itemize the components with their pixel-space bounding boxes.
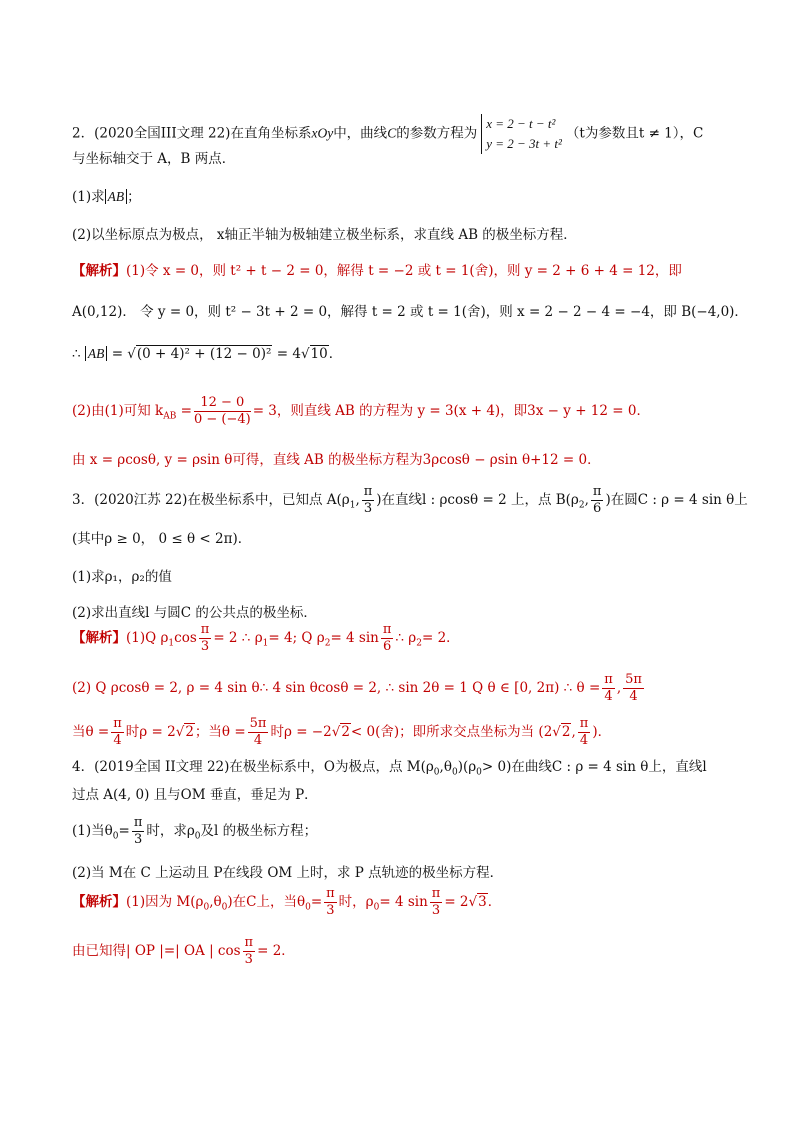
therefore: ∴ xyxy=(72,346,81,362)
param-eq-y: y = 2 − 3t + t² xyxy=(486,136,562,151)
denominator: 6 xyxy=(383,639,392,654)
pi-over-3 xyxy=(362,484,375,517)
slope-text: (2)由(1)可知 k xyxy=(72,403,164,419)
q2-text: 中，曲线 xyxy=(333,125,388,142)
pi: π xyxy=(592,484,602,499)
eq: = xyxy=(111,346,123,362)
sol-text: )． xyxy=(592,724,612,740)
solution-tag: 【解析】 xyxy=(72,263,126,279)
abs-ab: AB xyxy=(85,346,108,361)
punct: ； xyxy=(127,189,141,205)
sol-text: = 2． xyxy=(421,630,460,646)
sub: 0 xyxy=(221,902,228,913)
part-text: 时，求ρ xyxy=(146,823,195,839)
sqrt-expr: (0 + 4)² + (12 − 0)² xyxy=(136,346,272,362)
q4-part2: (2)当 M在 C 上运动且 P在线段 OM 上时，求 P 点轨迹的极坐标方程． xyxy=(72,865,504,881)
punct: ． xyxy=(328,346,343,362)
eq2: = 4 xyxy=(276,346,301,362)
sol-text: = 4; Q ρ xyxy=(268,630,325,646)
q4-text: )(ρ xyxy=(457,759,477,775)
sub: 2 xyxy=(324,638,331,649)
part-text: (1)当θ xyxy=(72,823,113,839)
pi-over-6 xyxy=(381,622,394,655)
q4-text: > 0)在曲线C : ρ = 4 sin θ上，直线l xyxy=(481,759,707,775)
pi-over-3 xyxy=(199,622,212,655)
pi: π xyxy=(382,622,392,637)
pi-over-3 xyxy=(243,935,256,968)
part-text: 及l 的极坐标方程； xyxy=(200,823,318,839)
sol-text: < 0(舍)；即所求交点坐标为当 (2 xyxy=(350,724,553,740)
q3-line1 xyxy=(72,484,748,517)
pi-over-3 xyxy=(324,886,337,919)
abs-ab: AB xyxy=(105,189,128,204)
sol-text: 由已知得| OP |=| OA | cos xyxy=(72,943,241,959)
cos: cos xyxy=(174,630,197,646)
sol-text: 时ρ = 2 xyxy=(125,724,176,740)
q4-solution-line2 xyxy=(72,935,295,968)
sol-text: 当θ = xyxy=(72,724,110,740)
solution-tag: 【解析】 xyxy=(72,630,126,646)
q2-part2: (2)以坐标原点为极点， x轴正半轴为极轴建立极坐标系，求直线 AB 的极坐标方程． xyxy=(72,227,577,243)
denominator: 3 xyxy=(244,952,253,967)
sqrt-2: 2 xyxy=(561,724,571,740)
q3-text: )在直线l : ρcosθ = 2 上，点 B(ρ xyxy=(376,492,579,508)
comma: , xyxy=(355,492,360,508)
pi-over-6 xyxy=(591,484,604,517)
denominator: 4 xyxy=(579,733,589,748)
sub: 1 xyxy=(262,638,269,649)
sub: 0 xyxy=(112,831,119,842)
q4-source: 4．(2019全国 II文理 22)在极坐标系中，O为极点，点 M(ρ xyxy=(72,759,434,775)
q4-part1 xyxy=(72,815,317,848)
q2-line2: 与坐标轴交于 A，B 两点． xyxy=(72,151,236,167)
pi: π xyxy=(431,886,441,901)
sol-text: ；当θ = xyxy=(194,724,246,740)
five-pi-over-4 xyxy=(248,716,269,749)
sub: 0 xyxy=(305,902,311,913)
q2-line1 xyxy=(72,114,703,154)
sol-text: = 2 xyxy=(444,894,469,910)
sqrt-10: 10 xyxy=(310,346,328,362)
pi-over-4 xyxy=(111,716,124,749)
q2-solution-line2: A(0,12)． 令 y = 0，则 t² − 3t + 2 = 0，解得 t = 2 或 t = 1(舍)，则 x = 2 − 2 − 4 = −4，即 B(−4,0)． xyxy=(72,304,748,320)
line-equation: = 3，则直线 AB 的方程为 y = 3(x + 4)，即3x − y + 12 = 0． xyxy=(252,403,650,419)
q3-part1: (1)求ρ₁，ρ₂的值 xyxy=(72,569,172,585)
q3-text2: )在圆C : ρ = 4 sin θ上 xyxy=(605,492,748,508)
sol-text: ,θ xyxy=(209,894,222,910)
curve-c: C xyxy=(387,125,397,141)
comma: , xyxy=(571,724,576,740)
sqrt-2: 2 xyxy=(185,724,194,740)
q2-solution-line5: 由 x = ρcosθ, y = ρsin θ可得，直线 AB 的极坐标方程为3ρcosθ − ρsin θ+12 = 0． xyxy=(72,452,601,468)
pi: π xyxy=(363,484,373,499)
q2-solution-line3: ∴ AB = √(0 + 4)² + (12 − 0)² = 4√10． xyxy=(72,346,343,362)
sol-text: (1)因为 M(ρ xyxy=(126,894,204,910)
q2-source: 2．(2020全国III文理 22)在直角坐标系 xyxy=(72,125,312,142)
param-eq-x: x = 2 − t − t² xyxy=(486,116,556,131)
sqrt-3: 3 xyxy=(478,894,487,910)
pi: π xyxy=(326,886,335,901)
eq: = xyxy=(118,823,130,839)
pi: π xyxy=(579,716,589,731)
sub: 2 xyxy=(578,500,585,511)
pi: π xyxy=(200,622,210,637)
pi: π xyxy=(113,716,122,731)
q2-text2: 的参数方程为 xyxy=(396,125,478,142)
sol-text: = 4 sin xyxy=(330,630,379,646)
q2-part1 xyxy=(72,188,141,206)
sub: 2 xyxy=(416,638,422,649)
q2-solution-line1 xyxy=(72,262,682,280)
sol-text: = 4 sin xyxy=(379,894,428,910)
denominator: 6 xyxy=(593,501,602,516)
pi: π xyxy=(133,815,143,830)
part-label: (1)求 xyxy=(72,189,105,205)
q4-line1 xyxy=(72,758,707,782)
pi-over-3 xyxy=(132,815,145,848)
q3-solution-line2 xyxy=(72,672,646,705)
comma: , xyxy=(584,492,589,508)
q2-text3: （t为参数且t ≠ 1），C xyxy=(565,125,704,142)
sol-text: 时ρ = −2 xyxy=(270,724,332,740)
sub: 0 xyxy=(476,767,482,778)
slope-sub: AB xyxy=(163,411,177,422)
sqrt-2: 2 xyxy=(341,724,350,740)
denominator: 0 − (−4) xyxy=(193,412,251,427)
sub: 0 xyxy=(203,902,210,913)
param-equations xyxy=(481,114,562,154)
denominator: 3 xyxy=(133,832,143,847)
q3-source: 3．(2020江苏 22)在极坐标系中，已知点 A(ρ xyxy=(72,492,350,508)
denominator: 3 xyxy=(326,903,335,918)
sol-text: ∴ ρ xyxy=(395,630,417,646)
sub: 0 xyxy=(373,902,380,913)
denominator: 3 xyxy=(363,501,373,516)
sub: 1 xyxy=(349,500,356,511)
pi: π xyxy=(604,672,613,687)
sol-text: )在C上，当θ xyxy=(227,894,306,910)
pi: π xyxy=(244,935,254,950)
q3-part2: (2)求出直线l 与圆C 的公共点的极坐标． xyxy=(72,605,317,621)
sol-text: (2) Q ρcosθ = 2, ρ = 4 sin θ∴ 4 sin θcosθ = 2, ∴ sin 2θ = 1 Q θ ∈ [0, 2π) ∴ θ = xyxy=(72,680,601,696)
sub: 0 xyxy=(451,767,458,778)
solution-tag: 【解析】 xyxy=(72,894,126,910)
eq: = xyxy=(310,894,323,910)
q4-text: ,θ xyxy=(439,759,452,775)
sub: 1 xyxy=(168,638,175,649)
denominator: 4 xyxy=(629,689,638,704)
sub: 0 xyxy=(194,831,201,842)
denominator: 3 xyxy=(200,639,210,654)
q4-solution-line1: 【解析】(1)因为 $M(\rho_0,\theta_0)$在C上，当$\theta_0=$ $\frac{\pi}{3}$ 时，$\rho_0= 4$ sin $\frac{\pi}{3}$ = 2√3． xyxy=(72,886,502,918)
five-pi: 5π xyxy=(625,672,642,687)
coord-system-name: xOy xyxy=(311,125,334,141)
comma: , xyxy=(616,680,622,696)
denominator: 4 xyxy=(253,733,263,748)
q2-solution-line4 xyxy=(72,395,650,428)
q4-line2: 过点 A(4, 0) 且与OM 垂直，垂足为 P． xyxy=(72,787,318,803)
eq: = xyxy=(180,403,192,419)
numerator: 12 − 0 xyxy=(194,395,251,412)
sol-text: = 2 ∴ ρ xyxy=(213,630,263,646)
sol-text: 时，ρ xyxy=(338,894,374,910)
denominator: 4 xyxy=(604,689,613,704)
denominator: 3 xyxy=(431,903,441,918)
sol-text: (1)Q ρ xyxy=(126,630,169,646)
punct: ． xyxy=(487,894,502,910)
five-pi: 5π xyxy=(249,716,267,731)
q3-line2: (其中ρ ≥ 0， 0 ≤ θ < 2π)． xyxy=(72,531,252,547)
q3-solution-line1 xyxy=(72,622,460,655)
pi-over-3 xyxy=(430,886,443,919)
q3-solution-line3: 当θ = $\frac{\pi}{4}$ 时ρ = 2√2；当θ = $\frac{5\pi}{4}$ 时ρ = −2√2< 0(舍)；即所求交点坐标为当 (2√2, $\frac{\pi}{4}$ )． xyxy=(72,716,612,748)
pi-over-4 xyxy=(602,672,615,705)
solution-text: (1)令 x = 0，则 t² + t − 2 = 0，解得 t = −2 或 t = 1(舍)，则 y = 2 + 6 + 4 = 12，即 xyxy=(126,263,682,279)
five-pi-over-4 xyxy=(623,672,644,705)
sub: 0 xyxy=(433,767,440,778)
sol-text: = 2． xyxy=(257,943,295,959)
denominator: 4 xyxy=(113,733,122,748)
slope-fraction xyxy=(194,395,251,428)
pi-over-4 xyxy=(578,716,591,749)
